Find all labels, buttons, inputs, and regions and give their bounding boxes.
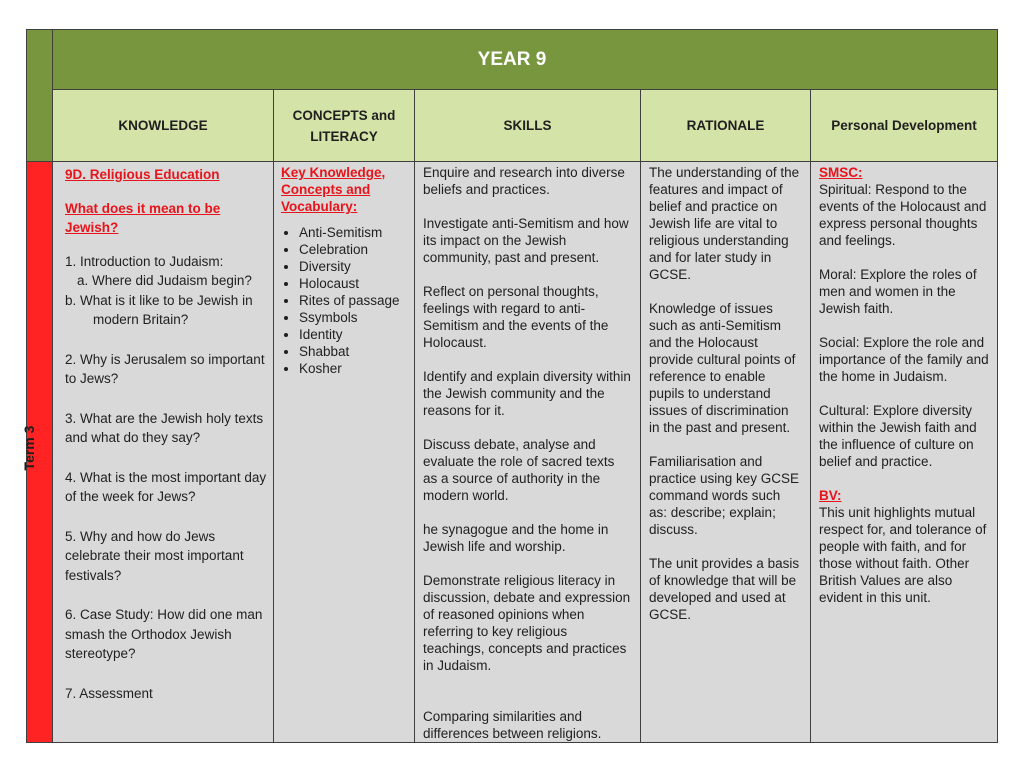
knowledge-item: 4. What is the most important day of the week for Jews? bbox=[65, 469, 267, 504]
curriculum-table bbox=[26, 29, 998, 743]
concepts-cell bbox=[273, 161, 415, 743]
skill-item: Demonstrate religious literacy in discussion, debate and expression of reasoned opinions when referring to key religious teachings, concepts and practices in Judaism. bbox=[423, 573, 631, 673]
knowledge-item: 7. Assessment bbox=[65, 685, 153, 701]
concept-term: • Holocaust bbox=[299, 275, 410, 292]
concept-term: • Shabbat bbox=[299, 343, 410, 360]
key-question: What does it mean to be Jewish? bbox=[65, 200, 221, 235]
col-header-pd-label: Personal Development bbox=[831, 118, 977, 133]
rationale-item: The understanding of the features and impact of belief and practice on Jewish life are vital to religious understanding and for later study in GCSE. bbox=[649, 165, 800, 282]
concept-term: • Diversity bbox=[299, 258, 410, 275]
smsc-heading: SMSC: bbox=[819, 165, 863, 180]
col-header-personal-development bbox=[810, 89, 998, 162]
skill-item: Investigate anti-Semitism and how its impact on the Jewish community, past and present. bbox=[423, 216, 629, 265]
concepts-list bbox=[281, 224, 410, 377]
skill-item: Discuss debate, analyse and evaluate the role of sacred texts as a source of authority in the modern world. bbox=[423, 437, 615, 503]
knowledge-cell bbox=[52, 161, 274, 743]
year-title: YEAR 9 bbox=[477, 49, 547, 70]
concept-term: • Rites of passage bbox=[299, 292, 410, 309]
concept-term: • Anti-Semitism bbox=[299, 224, 410, 241]
concept-term: • Kosher bbox=[299, 360, 410, 377]
col-header-knowledge bbox=[52, 89, 274, 162]
bv-heading: BV: bbox=[819, 488, 842, 503]
col-header-rationale bbox=[640, 89, 811, 162]
knowledge-item: 1. Introduction to Judaism: bbox=[65, 253, 224, 269]
col-header-skills-label: SKILLS bbox=[503, 118, 552, 133]
knowledge-item: 6. Case Study: How did one man smash the Orthodox Jewish stereotype? bbox=[65, 607, 263, 661]
knowledge-item: modern Britain? bbox=[93, 312, 189, 327]
rationale-cell bbox=[640, 161, 811, 743]
smsc-item: Moral: Explore the roles of men and women in the Jewish faith. bbox=[819, 267, 977, 316]
knowledge-item: 3. What are the Jewish holy texts and what do they say? bbox=[65, 410, 264, 445]
unit-title: 9D. Religious Education bbox=[65, 167, 220, 182]
bv-text: This unit highlights mutual respect for, and tolerance of people with faith, and for those without faith. Other British Values are also evident in this unit. bbox=[819, 505, 987, 605]
knowledge-item: 2. Why is Jerusalem so important to Jews? bbox=[65, 351, 265, 386]
concept-term: • Ssymbols bbox=[299, 309, 410, 326]
rationale-item: Familiarisation and practice using key GCSE command words such as: describe; explain; discuss. bbox=[649, 454, 800, 537]
knowledge-item: b. What is it like to be Jewish in bbox=[65, 292, 253, 308]
col-header-rationale-label: RATIONALE bbox=[686, 118, 765, 133]
col-header-knowledge-label: KNOWLEDGE bbox=[118, 118, 208, 133]
col-header-concepts-label: CONCEPTS and LITERACY bbox=[292, 107, 396, 144]
smsc-item: Social: Explore the role and importance of the family and the home in Judaism. bbox=[819, 335, 989, 384]
smsc-item: Spiritual: Respond to the events of the Holocaust and express personal thoughts and feelings. bbox=[819, 182, 987, 248]
col-header-concepts bbox=[273, 89, 415, 162]
skill-item: Identify and explain diversity within the Jewish community and the reasons for it. bbox=[423, 369, 631, 418]
concepts-heading: Key Knowledge, Concepts and Vocabulary: bbox=[281, 165, 386, 214]
concept-term: • Celebration bbox=[299, 241, 410, 258]
concept-term: • Identity bbox=[299, 326, 410, 343]
smsc-item: Cultural: Explore diversity within the Jewish faith and the influence of culture on belief and practice. bbox=[819, 403, 977, 469]
knowledge-item: 5. Why and how do Jews celebrate their most important festivals? bbox=[65, 528, 244, 583]
rationale-item: Knowledge of issues such as anti-Semitism and the Holocaust provide cultural points of reference to enable pupils to understand issues of discrimination in the past and present. bbox=[649, 301, 796, 435]
term-label: Term 3 bbox=[21, 425, 37, 471]
skill-item: Reflect on personal thoughts, feelings with regard to anti-Semitism and the events of the Holocaust. bbox=[423, 284, 609, 350]
skills-cell bbox=[414, 161, 641, 743]
knowledge-item: a. Where did Judaism begin? bbox=[77, 273, 252, 288]
rationale-item: The unit provides a basis of knowledge that will be developed and used at GCSE. bbox=[649, 556, 800, 622]
col-header-skills bbox=[414, 89, 641, 162]
skill-item: Enquire and research into diverse beliefs and practices. bbox=[423, 165, 625, 197]
skill-item: Comparing similarities and differences between religions. bbox=[423, 709, 602, 741]
personal-development-cell bbox=[810, 161, 998, 743]
skill-item: he synagogue and the home in Jewish life and worship. bbox=[423, 522, 609, 554]
